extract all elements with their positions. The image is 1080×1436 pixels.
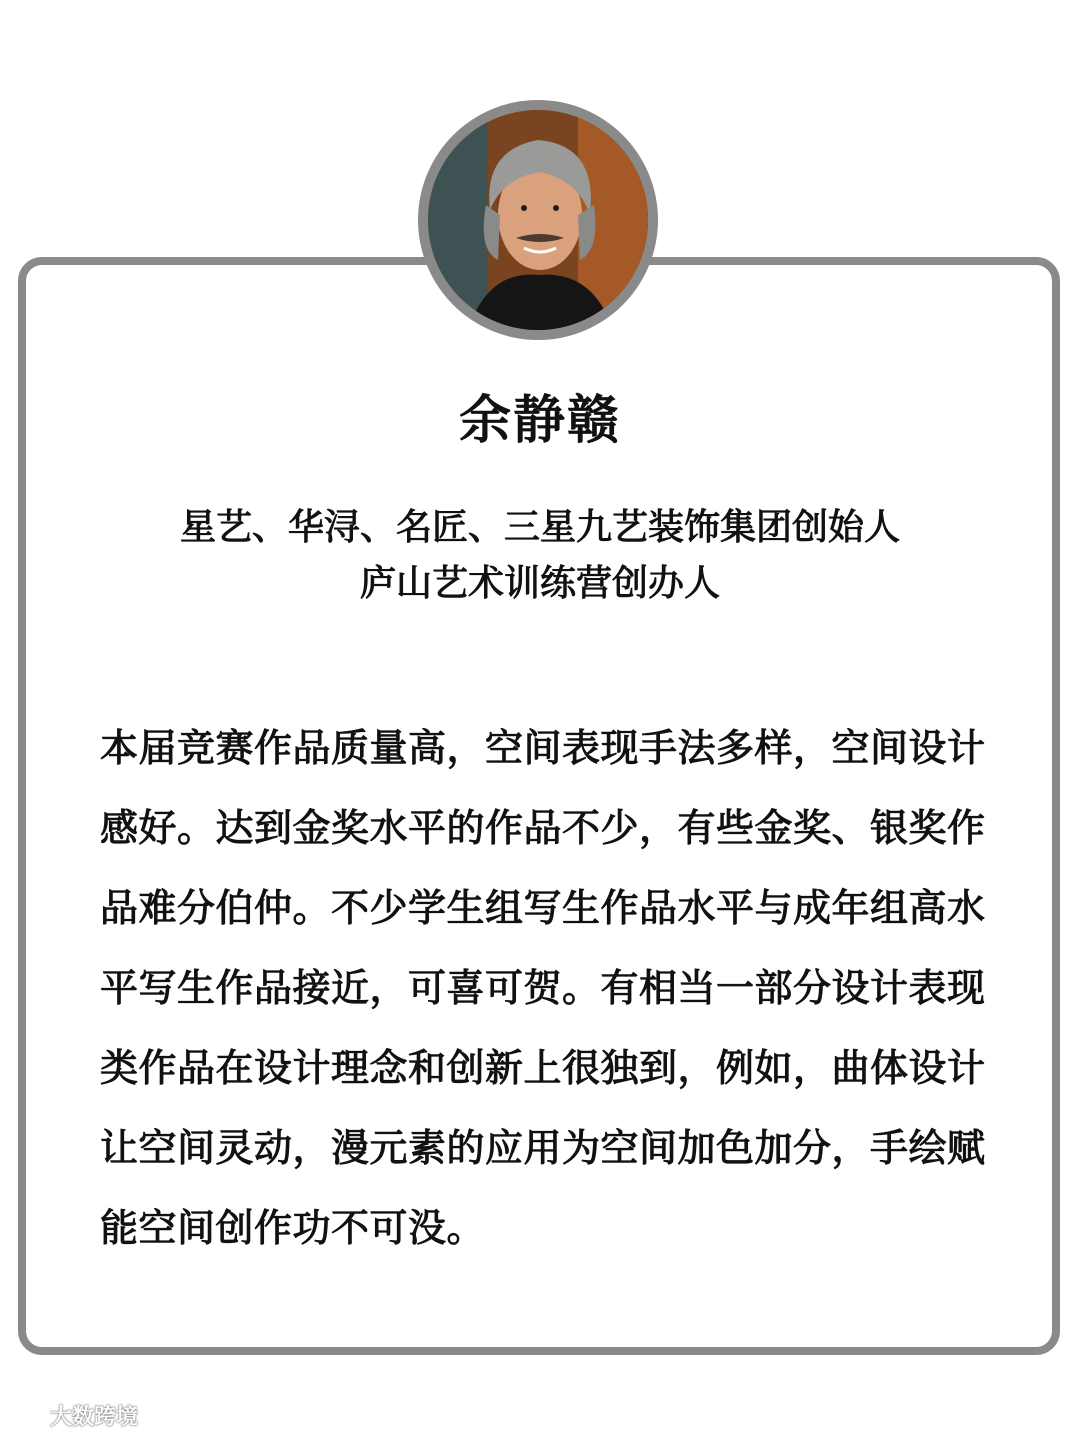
logo-icon: [10, 1400, 44, 1430]
avatar: [428, 110, 648, 330]
title-line: 庐山艺术训练营创办人: [359, 563, 720, 604]
watermark-text: 大数跨境: [50, 1404, 139, 1430]
comment-text: 本届竞赛作品质量高，空间表现手法多样，空间设计感好。达到金奖水平的作品不少，有些金奖、银奖作品难分伯仲。不少学生组写生作品水平与成年组高水平写生作品接近，可喜可贺。有相当一部分设计表现类作品在设计理念和创新上很独到，例如，曲体设计让空间灵动，漫元素的应用为空间加色加分，手绘赋能空间创作功不可没。: [100, 726, 986, 1250]
title-line: 星艺、华浔、名匠、三星九艺装饰集团创始人: [179, 507, 900, 548]
person-name: 余静赣: [458, 391, 621, 451]
person-titles: [0, 500, 1080, 612]
avatar-frame: [418, 100, 658, 340]
watermark: [10, 1398, 138, 1432]
